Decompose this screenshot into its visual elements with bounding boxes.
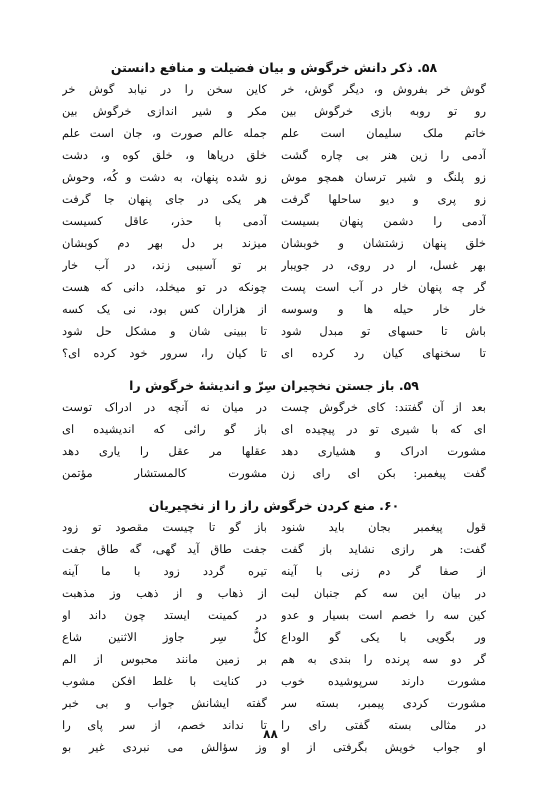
- verse-row: [62, 582, 486, 604]
- hemistich-first: خار خار حیله ها و وسوسه: [281, 302, 486, 316]
- hemistich-second: مکر و شیر اندازی خرگوش بین: [62, 104, 267, 118]
- verse-row: [62, 462, 486, 484]
- hemistich-second: مشورت کالمستشار مؤتمن: [62, 466, 267, 480]
- verse-row: [62, 188, 486, 210]
- hemistich-second: کلُّ سِر جاوز الاثنین شاع: [62, 630, 267, 644]
- hemistich-first: در بیان این سه کم جنبان لبت: [281, 586, 486, 600]
- verse-row: [62, 232, 486, 254]
- verse-list: [62, 396, 486, 484]
- hemistich-second: آدمی با حذر، عاقل کسیست: [62, 214, 267, 228]
- hemistich-second: از هزاران کس بود، نی یک کسه: [62, 302, 267, 316]
- hemistich-first: زو پلنگ و شیر ترسان همچو موش: [281, 170, 486, 184]
- hemistich-second: در میان نه آنچه در ادراک توست: [62, 400, 267, 414]
- hemistich-second: بر تو آسیبی زند، در آب خار: [62, 258, 267, 272]
- hemistich-first: آدمی را زین هنر بی چاره گشت: [281, 148, 486, 162]
- hemistich-second: گفته ایشانش جواب و بی خبر: [62, 696, 267, 710]
- section-60: [62, 496, 486, 758]
- hemistich-first: مشورت کردی پیمبر، بسته سر: [281, 696, 486, 710]
- hemistich-second: خلق دریاها و، خلق کوه و، دشت: [62, 148, 267, 162]
- verse-row: [62, 396, 486, 418]
- verse-row: [62, 320, 486, 342]
- verse-row: [62, 298, 486, 320]
- hemistich-first: قول پیغمبر بجان باید شنود: [281, 520, 486, 534]
- hemistich-first: گفت: هر رازی نشاید باز گفت: [281, 542, 486, 556]
- hemistich-first: مشورت ادراک و هشیاری دهد: [281, 444, 486, 458]
- verse-row: [62, 100, 486, 122]
- hemistich-second: میزند بر دل بهر دم کوبشان: [62, 236, 267, 250]
- hemistich-first: کین سه را خصم است بسیار و عدو: [281, 608, 486, 622]
- hemistich-second: در کنایت با غلط افکن مشوب: [62, 674, 267, 688]
- hemistich-second: تیره گردد زود با ما آینه: [62, 564, 267, 578]
- hemistich-first: گوش خر بفروش و، دیگر گوش، خر: [281, 82, 486, 96]
- hemistich-first: گر دو سه پرنده را بندی به هم: [281, 652, 486, 666]
- section-heading: ۶۰. منع کردن خرگوش راز را از نخچیریان: [148, 498, 400, 513]
- page-body: [62, 58, 486, 758]
- hemistich-second: تا ببینی شان و مشکل حل شود: [62, 324, 267, 338]
- verse-row: [62, 418, 486, 440]
- hemistich-second: باز گو تا چیست مقصود تو زود: [62, 520, 267, 534]
- hemistich-first: بعد از آن گفتند: کای خرگوش چست: [281, 400, 486, 414]
- hemistich-first: خلق پنهان زشتشان و خوبشان: [281, 236, 486, 250]
- hemistich-first: گر چه پنهان خار در آب است پست: [281, 280, 486, 294]
- verse-row: [62, 626, 486, 648]
- verse-row: [62, 692, 486, 714]
- verse-row: [62, 210, 486, 232]
- verse-row: [62, 342, 486, 364]
- hemistich-first: گفت پیغمبر: بکن ای رای زن: [281, 466, 486, 480]
- hemistich-second: کاین سخن را در نیابد گوش خر: [62, 82, 267, 96]
- verse-row: [62, 648, 486, 670]
- verse-row: [62, 538, 486, 560]
- hemistich-first: آدمی را دشمن پنهان بسیست: [281, 214, 486, 228]
- hemistich-second: بر زمین مانند محبوس از الم: [62, 652, 267, 666]
- verse-row: [62, 604, 486, 626]
- verse-row: [62, 670, 486, 692]
- hemistich-first: مشورت دارند سرپوشیده خوب: [281, 674, 486, 688]
- hemistich-first: او جواب خویش بگرفتی از او: [281, 740, 486, 754]
- section-59: [62, 376, 486, 484]
- hemistich-first: تا سخنهای کیان رد کرده ای: [281, 346, 486, 360]
- hemistich-second: زو شده پنهان، به دشت و کُه، وحوش: [62, 170, 267, 184]
- verse-row: [62, 560, 486, 582]
- verse-row: [62, 516, 486, 538]
- hemistich-second: در کمینت ایستد چون داند او: [62, 608, 267, 622]
- hemistich-second: چونکه در تو میخلد، دانی که هست: [62, 280, 267, 294]
- verse-row: [62, 276, 486, 298]
- hemistich-first: بهر غسل، ار در روی، در جویبار: [281, 258, 486, 272]
- hemistich-second: عقلها مر عقل را یاری دهد: [62, 444, 267, 458]
- verse-row: [62, 166, 486, 188]
- section-heading: ۵۹. باز جستن نخچیران سِرّ و اندیشهٔ خرگوش را: [129, 378, 419, 393]
- hemistich-first: ور بگویی با یکی گو الوداع: [281, 630, 486, 644]
- hemistich-second: هر یکی در جای پنهان جا گرفت: [62, 192, 267, 206]
- hemistich-first: رو تو روبه بازی خرگوش بین: [281, 104, 486, 118]
- verse-list: [62, 516, 486, 758]
- page-number: ۸۸: [263, 727, 278, 741]
- hemistich-first: باش تا حسهای تو مبدل شود: [281, 324, 486, 338]
- hemistich-first: در مثالی بسته گفتی رای را: [281, 718, 486, 732]
- hemistich-second: جمله عالم صورت و، جان است علم: [62, 126, 267, 140]
- verse-row: [62, 254, 486, 276]
- hemistich-second: جفت طاق آید گهی، گه طاق جفت: [62, 542, 267, 556]
- verse-row: [62, 144, 486, 166]
- section-58: [62, 58, 486, 364]
- verse-row: [62, 440, 486, 462]
- hemistich-second: وز سؤالش می نبردی غیر بو: [62, 740, 267, 754]
- hemistich-second: از ذهاب و از ذهب وز مذهبت: [62, 586, 267, 600]
- verse-row: [62, 78, 486, 100]
- hemistich-first: خاتم ملک سلیمان است علم: [281, 126, 486, 140]
- hemistich-second: تا نداند خصم، از سر پای را: [62, 718, 267, 732]
- hemistich-first: زو پری و دیو ساحلها گرفت: [281, 192, 486, 206]
- hemistich-second: باز گو رائی که اندیشیده ای: [62, 422, 267, 436]
- hemistich-second: تا کیان را، سرور خود کرده ای؟: [62, 346, 267, 360]
- hemistich-first: ای که با شیری تو در پیچیده ای: [281, 422, 486, 436]
- verse-row: [62, 122, 486, 144]
- section-heading: ۵۸. ذکر دانش خرگوش و بیان فضیلت و منافع دانستن: [110, 60, 438, 75]
- verse-list: [62, 78, 486, 364]
- hemistich-first: از صفا گر دم زنی با آینه: [281, 564, 486, 578]
